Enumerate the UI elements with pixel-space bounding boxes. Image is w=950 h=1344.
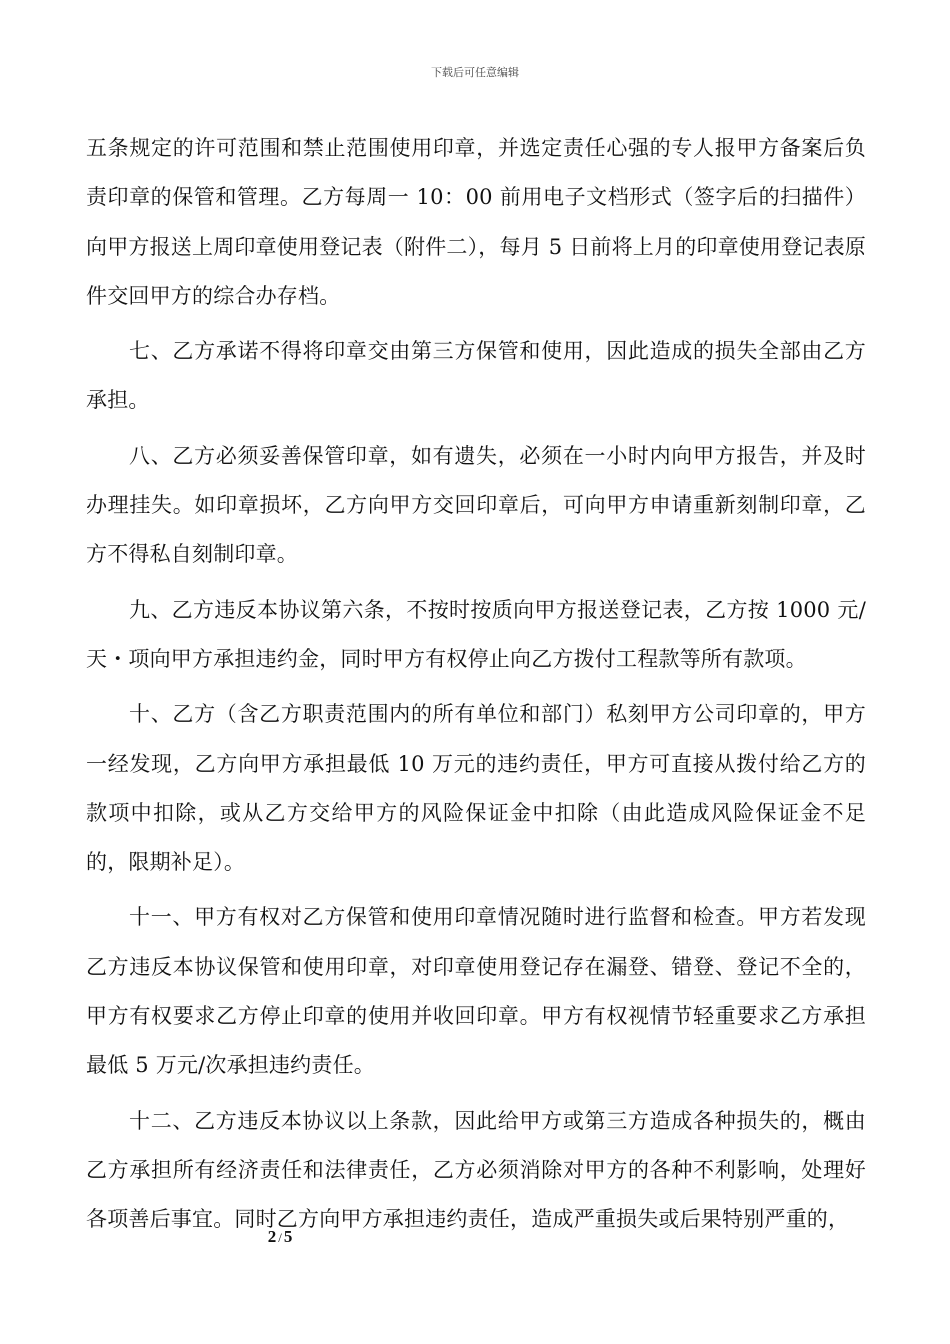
page-number (0, 1227, 560, 1247)
page-header: 下载后可任意编辑 (431, 66, 519, 79)
paragraph-continuation: 五条规定的许可范围和禁止范围使用印章，并选定责任心强的专人报甲方备案后负责印章的保管和管理。乙方每周一 10：00 前用电子文档形式（签字后的扫描件）向甲方报送上周印章使用登记表（附件二），每月 5 日前将上月的印章使用登记表原件交回甲方的综合办存档。 (86, 136, 867, 308)
paragraph-clause-12: 十二、乙方违反本协议以上条款，因此给甲方或第三方造成各种损失的，概由乙方承担所有经济责任和法律责任，乙方必须消除对甲方的各种不利影响，处理好各项善后事宜。同时乙方向甲方承担违约责任，造成严重损失或后果特别严重的， (86, 1108, 866, 1232)
paragraph-clause-9: 九、乙方违反本协议第六条，不按时按质向甲方报送登记表，乙方按 1000 元/天・项向甲方承担违约金，同时甲方有权停止向乙方拨付工程款等所有款项。 (86, 597, 866, 671)
total-pages-number: 5 (283, 1227, 293, 1246)
document-body (86, 124, 866, 1251)
paragraph-clause-7: 七、乙方承诺不得将印章交由第三方保管和使用，因此造成的损失全部由乙方承担。 (86, 339, 866, 413)
paragraph-clause-11: 十一、甲方有权对乙方保管和使用印章情况随时进行监督和检查。甲方若发现乙方违反本协议保管和使用印章，对印章使用登记存在漏登、错登、登记不全的，甲方有权要求乙方停止印章的使用并收回印章。甲方有权视情节轻重要求乙方承担最低 5 万元/次承担违约责任。 (86, 905, 866, 1078)
paragraph-clause-10: 十、乙方（含乙方职责范围内的所有单位和部门）私刻甲方公司印章的，甲方一经发现，乙方向甲方承担最低 10 万元的违约责任，甲方可直接从拨付给乙方的款项中扣除，或从乙方交给甲方的风险保证金中扣除（由此造成风险保证金不足的，限期补足）。 (86, 702, 866, 875)
paragraph-clause-8: 八、乙方必须妥善保管印章，如有遗失，必须在一小时内向甲方报告，并及时办理挂失。如印章损坏，乙方向甲方交回印章后，可向甲方申请重新刻制印章，乙方不得私自刻制印章。 (86, 443, 866, 567)
current-page-number: 2 (267, 1227, 277, 1246)
page-number-separator: / (278, 1230, 282, 1245)
